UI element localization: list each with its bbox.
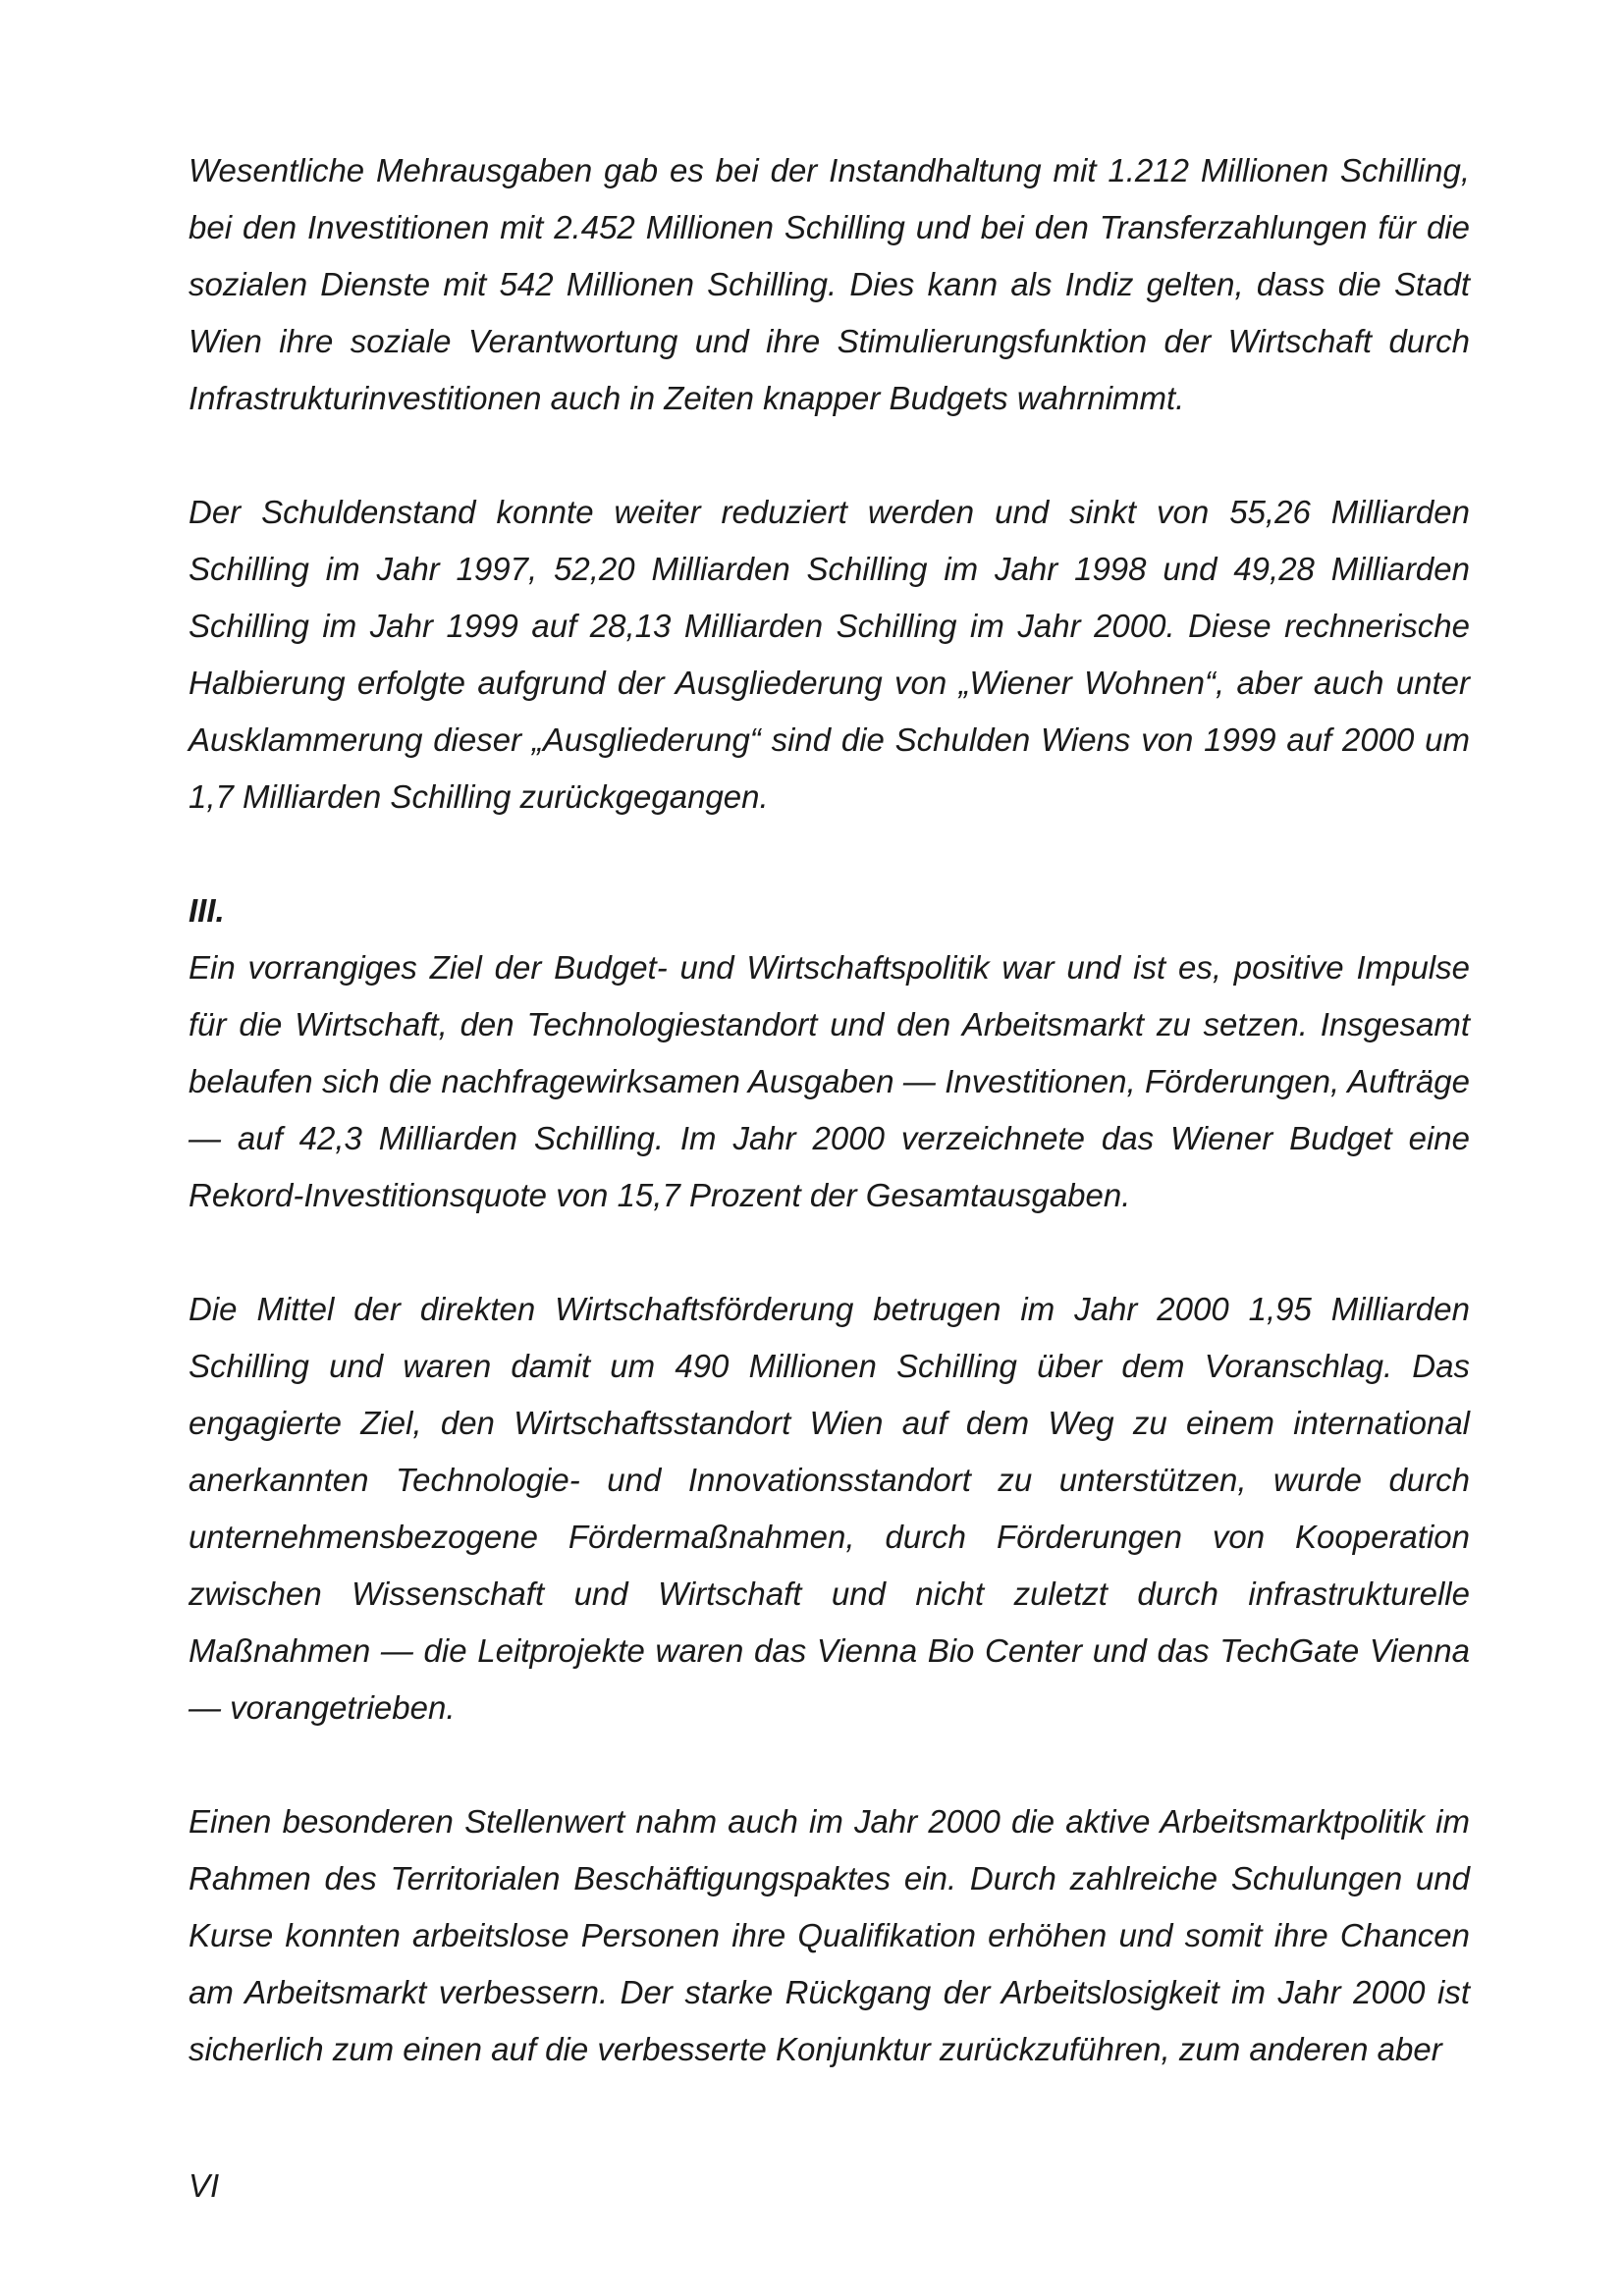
paragraph-spacer: [189, 1224, 1470, 1281]
section-heading: III.: [189, 892, 225, 929]
paragraph-economic-policy: Ein vorrangiges Ziel der Budget- und Wirtschaftspolitik war und ist es, positive Impulse für die Wirtschaft, den Technologiestandort und den Arbeitsmarkt zu setzen. Insgesamt belaufen sich die nachfragewirksamen Ausgaben — Investitionen, Förderungen, Aufträge — auf 42,3 Milliarden Schilling. Im Jahr 2000 verzeichnete das Wiener Budget eine Rekord-Investitionsquote von 15,7 Prozent der Gesamtausgaben.: [189, 949, 1470, 1213]
paragraph-debt-level: Der Schuldenstand konnte weiter reduziert werden und sinkt von 55,26 Milliarden Schilling im Jahr 1997, 52,20 Milliarden Schilling im Jahr 1998 und 49,28 Milliarden Schilling im Jahr 1999 auf 28,13 Milliarden Schilling im Jahr 2000. Diese rechnerische Halbierung erfolgte aufgrund der Ausgliederung von „Wiener Wohnen“, aber auch unter Ausklammerung dieser „Ausgliederung“ sind die Schulden Wiens von 1999 auf 2000 um 1,7 Milliarden Schilling zurückgegangen.: [189, 494, 1470, 815]
paragraph-spacer: [189, 1736, 1470, 1793]
page-body: [189, 142, 1470, 2078]
page-number: VI: [189, 2167, 220, 2204]
paragraph-expenditures: Wesentliche Mehrausgaben gab es bei der Instandhaltung mit 1.212 Millionen Schilling, bei den Investitionen mit 2.452 Millionen Schilling und bei den Transferzahlungen für die sozialen Dienste mit 542 Millionen Schilling. Dies kann als Indiz gelten, dass die Stadt Wien ihre soziale Verantwortung und ihre Stimulierungsfunktion der Wirtschaft durch Infrastrukturinvestitionen auch in Zeiten knapper Budgets wahrnimmt.: [189, 152, 1470, 416]
paragraph-business-funding: Die Mittel der direkten Wirtschaftsförderung betrugen im Jahr 2000 1,95 Milliarden Schilling und waren damit um 490 Millionen Schilling über dem Voranschlag. Das engagierte Ziel, den Wirtschaftsstandort Wien auf dem Weg zu einem international anerkannten Technologie- und Innovationsstandort zu unterstützen, wurde durch unternehmensbezogene Fördermaßnahmen, durch Förderungen von Kooperation zwischen Wissenschaft und Wirtschaft und nicht zuletzt durch infrastrukturelle Maßnahmen — die Leitprojekte waren das Vienna Bio Center und das TechGate Vienna — vorangetrieben.: [189, 1291, 1470, 1726]
paragraph-labour-market: Einen besonderen Stellenwert nahm auch im Jahr 2000 die aktive Arbeitsmarktpolitik im Rahmen des Territorialen Beschäftigungspaktes ein. Durch zahlreiche Schulungen und Kurse konnten arbeitslose Personen ihre Qualifikation erhöhen und somit ihre Chancen am Arbeitsmarkt verbessern. Der starke Rückgang der Arbeitslosigkeit im Jahr 2000 ist sicherlich zum einen auf die verbesserte Konjunktur zurückzuführen, zum anderen aber: [189, 1803, 1470, 2067]
paragraph-spacer: [189, 826, 1470, 882]
paragraph-spacer: [189, 427, 1470, 484]
